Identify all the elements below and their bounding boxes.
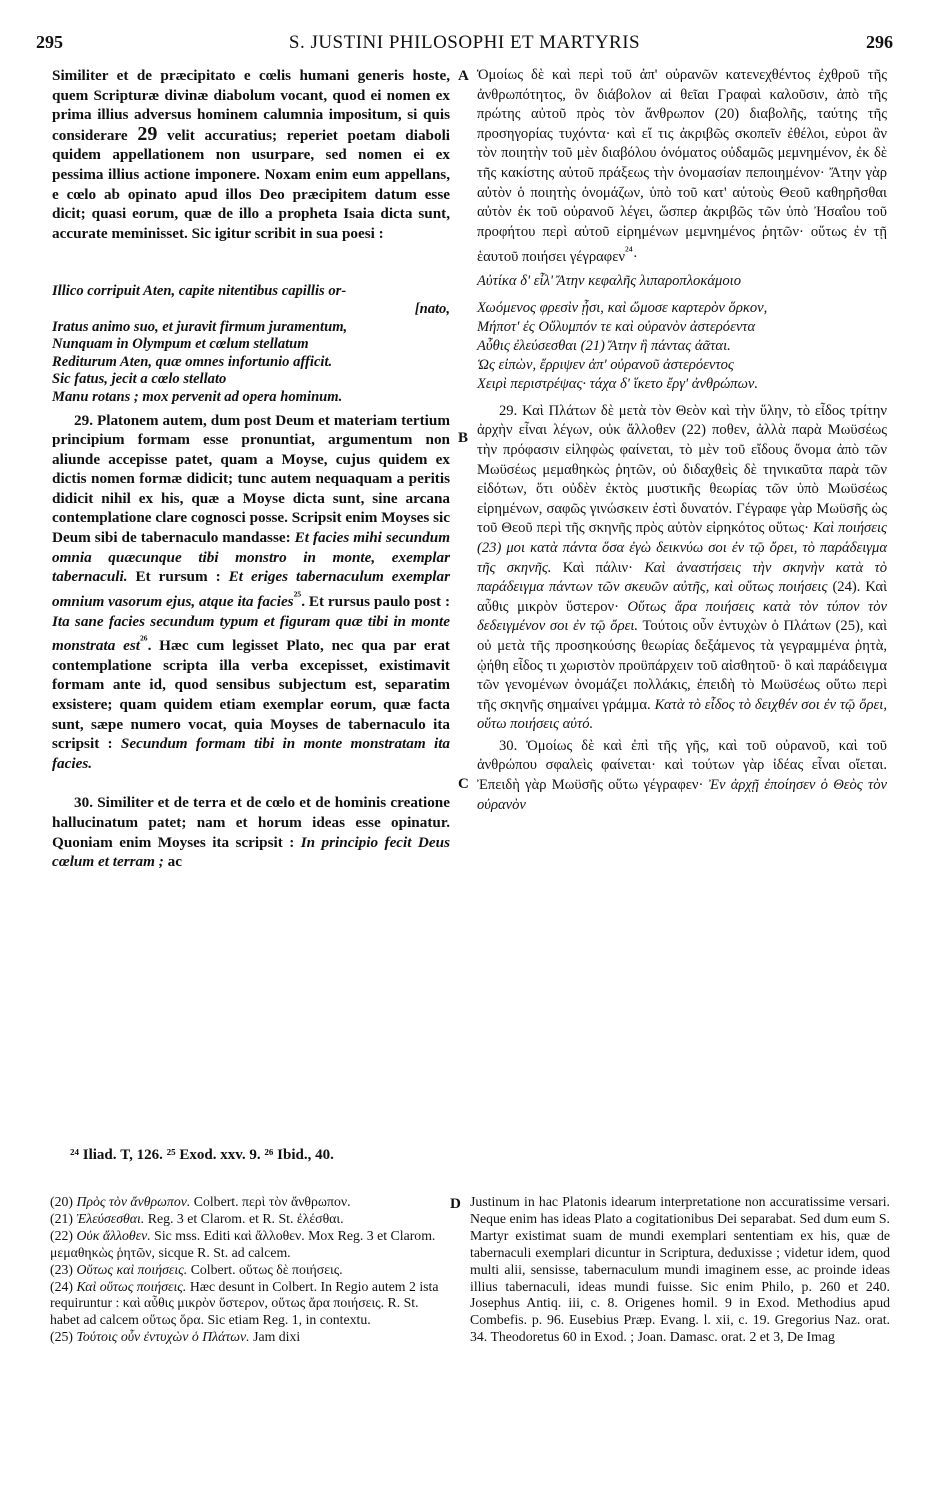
scripture-references: ²⁴ Iliad. Τ, 126. ²⁵ Exod. xxv. 9. ²⁶ Ibid., 40. bbox=[70, 1147, 334, 1163]
margin-letter-d: D bbox=[450, 1196, 461, 1212]
footnote-lemma: Οὐκ ἄλλοθεν. bbox=[76, 1227, 151, 1243]
margin-letter-c: C bbox=[458, 776, 469, 792]
footnote-label: (25) bbox=[50, 1329, 73, 1345]
footnote-text: Hæc desunt in Colbert. In Regio autem 2 ista requiruntur : καὶ αὖθις μικρὸν ὕστερον, οὕτως ἄρα ποιήσεις. R. St. habet ad calcem οὕτως ὅρα. Sic etiam Reg. 1, in contextu. bbox=[50, 1278, 439, 1328]
footnote-lemma: Πρὸς τὸν ἄνθρωπον. bbox=[76, 1194, 191, 1209]
footnote bbox=[50, 1329, 444, 1346]
greek-29-text-b: Καὶ πάλιν· bbox=[562, 559, 633, 576]
verse-line: Manu rotans ; mox pervenit ad opera hominum. bbox=[52, 388, 343, 405]
note-ref: ²⁵ bbox=[293, 588, 302, 603]
footnote bbox=[50, 1228, 444, 1262]
note-ref: ²⁶ bbox=[139, 633, 148, 648]
verse-line: Iratus animo suo, et juravit firmum juramentum, bbox=[52, 318, 348, 335]
greek-29-text-d: Τούτοις οὖν ἐντυχὼν ὁ Πλάτων (25), καὶ οὐ μετὰ τῆς προσηκούσης θεωρίας δεξάμενος τὰ γεγραμμένα ῥητὰ, ᾠήθη εἶδος τι χωριστὸν προϋπάρχειν τοῦ αἰσθητοῦ· ὃ καὶ παράδειγμα τῶν γενομένων ὀνομάζει πολλάκις, ἐπειδὴ τὸ Μωϋσέως οὕτω περὶ τῆς σκηνῆς σημαίνει γράμμα. bbox=[477, 618, 887, 713]
verse-line: [nato, bbox=[414, 300, 450, 317]
footnote-label: (20) bbox=[50, 1194, 73, 1209]
footnote-text: Reg. 3 et Clarom. et R. St. ἐλέσθαι. bbox=[147, 1210, 344, 1226]
greek-intro-end: · bbox=[632, 249, 638, 266]
verse-line: Sic fatus, jecit a cœlo stellato bbox=[52, 371, 227, 388]
verse-line: Αὖθις ἐλεύσεσθαι (21) Ἄτην ἣ πάντας ἀᾶται. bbox=[477, 337, 731, 354]
greek-intro-text: Ὁμοίως δὲ καὶ περὶ τοῦ ἀπ' οὐρανῶν κατενεχθέντος ἐχθροῦ τῆς ἀνθρωπότητος, ὃν διάβολον αἱ θεῖαι Γραφαὶ καλοῦσιν, ἀπὸ τῆς πρώτης αὐτοῦ πρὸς τὸν ἄνθρωπον (20) διαβολῆς, ταύτης τῆς προσηγορίας τυχόντα· καὶ εἴ τις ἀκριβῶς σκοπεῖν ἐθέλοι, εὑροι ἂν τὸν ποιητὴν τοῦ μὲν διαβόλου ὀνόματος οὐδαμῶς μεμνημένον, ἐκ δὲ τῆς κακίστης αὐτοῦ πράξεως τὴν ὀνομασίαν πεποιημένον· Ἄτην γὰρ αὐτὸν ὁ ποιητὴς ὀνομάζων, ὑπὸ τοῦ κατ' αὐτοὺς Θεοῦ καθηρῆσθαι αὐτὸν ἐκ τοῦ οὐρανοῦ λέγει, ὥσπερ ἀκριβῶς τῶν ὑπὸ Ἠσαΐου τοῦ προφήτου περὶ αὐτοῦ εἰρημένων μεμνημένος ῥητῶν· οὕτως ἐν τῇ ἑαυτοῦ ποιήσει γέγραφεν bbox=[477, 67, 887, 266]
latin-30-text: 30. Similiter et de terra et de cœlo et de hominis creatione hallucinatum patet; nam et horum ideas esse opinatur. Quoniam enim Moyses ita scripsit : bbox=[52, 794, 450, 851]
latin-29-text-b: Et rursum : bbox=[135, 568, 221, 586]
latin-29-text: 29. Platonem autem, dum post Deum et materiam tertium principium formam esse pronuntiat, argumentum non aliunde accepisse patet, quam a Moyse, cujus quidem ex dictis nomen formæ didicit; tunc autem nequaquam a peritis didicit nihil ex his, quæ a Moyse dicta sunt, sine arcana contemplatione clare cognosci posse. Scripsit enim Moyses sic Deum sibi de tabernaculo mandasse: bbox=[52, 411, 450, 547]
latin-paragraph-intro bbox=[52, 66, 450, 243]
footnote-lemma: Ἐλεύσεσθαι. bbox=[76, 1210, 145, 1226]
latin-30-end: ac bbox=[167, 853, 182, 871]
latin-29-quote-3: Ita sane facies secundum typum et figuram quæ tibi in monte monstrata est bbox=[52, 612, 450, 655]
latin-29-quote-2: Et eriges tabernaculum exemplar omnium vasorum ejus, atque ita facies bbox=[52, 568, 451, 610]
verse-line: Μήποτ' ἐς Οὔλυμπόν τε καὶ οὐρανὸν ἀστερόεντα bbox=[477, 318, 756, 335]
footnote bbox=[50, 1211, 444, 1228]
verse-line: Ὡς εἰπὼν, ἔρριψεν ἀπ' οὐρανοῦ ἀστερόεντος bbox=[477, 356, 734, 373]
greek-29-quote-3: Οὕτως ἄρα ποιήσεις κατὰ τὸν τύπον τὸν δεδειγμένον σοι ἐν τῷ ὄρει. bbox=[477, 598, 887, 635]
verse-line: Χειρὶ περιστρέψας· τάχα δ' ἵκετο ἔργ' ἀνθρώπων. bbox=[477, 375, 759, 392]
footnote-text: Sic mss. Editi καὶ ἄλλοθεν. Mox Reg. 3 et Clarom. μεμαθηκὼς ῥητῶν, sicque R. St. ad calcem. bbox=[50, 1227, 436, 1260]
margin-letter-a: A bbox=[458, 68, 469, 84]
greek-30-quote: Ἐν ἀρχῇ ἐποίησεν ὁ Θεὸς τὸν οὐρανὸν bbox=[477, 777, 887, 813]
latin-column bbox=[52, 66, 450, 872]
verse-line: Αὐτίκα δ' εἷλ' Ἄτην κεφαλῆς λιπαροπλοκάμοιο bbox=[477, 272, 741, 289]
latin-29-quote-1: Et facies mihi secundum omnia quæcunque tibi monstro in monte, exemplar tabernaculi. bbox=[52, 529, 451, 586]
latin-verse bbox=[52, 283, 450, 406]
footnote bbox=[50, 1194, 444, 1211]
footnote-lemma: Καὶ οὕτως ποιήσεις. bbox=[76, 1278, 187, 1294]
running-title: S. JUSTINI PHILOSOPHI ET MARTYRIS bbox=[288, 32, 641, 53]
footnote-label: (23) bbox=[50, 1261, 73, 1277]
latin-29-quote-4: Secundum formam tibi in monte monstratam ita facies. bbox=[52, 735, 451, 772]
footnote-label: (21) bbox=[50, 1210, 73, 1226]
verse-line: Χωόμενος φρεσὶν ᾗσι, καὶ ὤμοσε καρτερὸν ὅρκον, bbox=[477, 299, 768, 316]
footnotes-left bbox=[50, 1194, 444, 1346]
latin-paragraph-29 bbox=[52, 411, 450, 774]
greek-29-quote-4: Κατὰ τὸ εἶδος τὸ δειχθέν σοι ἐν τῷ ὄρει, οὕτω ποιήσεις αὐτό. bbox=[477, 696, 888, 733]
note-ref: ²⁴ bbox=[624, 244, 633, 259]
latin-paragraph-30 bbox=[52, 793, 450, 871]
greek-paragraph-29 bbox=[477, 402, 887, 735]
greek-30-text: 30. Ὁμοίως δὲ καὶ ἐπὶ τῆς γῆς, καὶ τοῦ οὐρανοῦ, καὶ τοῦ ἀνθρώπου σφαλεὶς φαίνεται· καὶ τούτων γὰρ ἰδέας εἶναι οἴεται. Ἐπειδὴ γὰρ Μωϋσῆς οὕτω γέγραφεν· bbox=[477, 737, 887, 794]
footnote-right bbox=[470, 1194, 890, 1346]
verse-line: Nunquam in Olympum et cœlum stellatum bbox=[52, 336, 309, 353]
footnote-lemma: Τούτοις οὖν ἐντυχὼν ὁ Πλάτων. bbox=[76, 1329, 250, 1345]
footnote-lemma: Οὕτως καὶ ποιήσεις. bbox=[76, 1261, 188, 1277]
greek-29-quote-2: Καὶ ἀναστήσεις τὴν σκηνὴν κατὰ τὸ παράδειγμα πάντων τῶν σκευῶν αὐτῆς, καὶ οὕτως ποιήσεις bbox=[477, 559, 887, 596]
page-number-left: 295 bbox=[36, 32, 63, 52]
latin-29-text-c: . Et rursus paulo post : bbox=[301, 592, 450, 610]
latin-29-text-d: . Hæc cum legisset Plato, nec qua par erat contemplatione scripta illa verba excepisset, existimavit formam ante id, quod sensibus subjectum est, separatim exsistere; quam quidem etiam exemplar eorum, quæ facta sunt, sæpe numero vocat, quia Moyses de tabernaculo ita scripsit : bbox=[52, 637, 450, 753]
verse-line: Illico corripuit Aten, capite nitentibus capillis or- bbox=[52, 283, 347, 300]
footnote-text: Colbert. οὕτως δὲ ποιήσεις. bbox=[190, 1261, 343, 1277]
margin-letter-b: B bbox=[458, 430, 469, 446]
greek-paragraph-30 bbox=[477, 737, 887, 815]
footnote-label: (24) bbox=[50, 1278, 73, 1294]
footnote bbox=[50, 1262, 444, 1279]
latin-intro-text: Similiter et de præcipitato e cœlis humani generis hoste, quem Scripturæ divinæ diabolum vocant, quod ei nomen ex prima illius adversus hominem calumnia impositum, si quis considerare bbox=[52, 67, 450, 144]
verse-line: Rediturum Aten, quæ omnes infortunio afficit. bbox=[52, 353, 333, 370]
greek-verse bbox=[477, 272, 887, 394]
latin-30-quote: In principio fecit Deus cœlum et terram ; bbox=[52, 833, 450, 871]
greek-column bbox=[477, 66, 887, 815]
footnote-text: Colbert. περὶ τὸν ἄνθρωπον. bbox=[193, 1194, 351, 1209]
greek-29-quote-1: Καὶ ποιήσεις (23) μοι κατὰ πάντα ὅσα ἐγὼ δεικνύω σοι ἐν τῷ ὄρει, τὸ παράδειγμα τῆς σκηνῆς. bbox=[477, 520, 887, 576]
footnote-right-text: Justinum in hac Platonis idearum interpretatione non accuratissime versari. Neque enim has ideas Plato a cogitationibus Dei separabat. Sed dum eum S. Martyr existimat suam de mundi exemplari sententiam ex his, quæ de tabernaculi exemplari dicuntur in Scriptura, deduxisse ; videtur idem, quod multi alii, sensisse, tabernaculum mundi imaginem esse, ac proinde ideas illius tabernaculi, ideas mundi fuisse. Sic enim Philo, p. 260 et 240. Josephus Antiq. iii, c. 8. Origenes homil. 9 in Exod. Methodius apud Combefis. p. 96. Eusebius Præp. Evang. l. xii, c. 19. Gregorius Naz. orat. 34. Theodoretus 60 in Exod. ; Joan. Damasc. orat. 2 et 3, De Imag bbox=[470, 1194, 890, 1345]
greek-paragraph-intro bbox=[477, 66, 887, 268]
greek-29-text: 29. Καὶ Πλάτων δὲ μετὰ τὸν Θεὸν καὶ τὴν ὕλην, τὸ εἶδος τρίτην ἀρχὴν εἶναι λέγων, οὐκ ἄλλοθεν (22) ποθεν, ἀλλὰ παρὰ Μωϋσέως τὴν πρόφασιν εἰληφὼς φαίνεται, τὸ μὲν τοῦ εἴδους ὄνομα ἀπὸ τῶν Μωϋσέως μεμαθηκὼς ῥητῶν, οὐ διδαχθεὶς δὲ τηνικαῦτα παρὰ τῶν εἰδότων, ὅτι οὐδὲν ἐκτὸς μυστικῆς θεωρίας τῶν ὑπὸ Μωϋσέως εἰρημένων, σαφῶς γινώσκειν ἐστὶ δυνατόν. Γέγραφε γὰρ Μωϋσῆς ὡς τοῦ Θεοῦ περὶ τῆς σκηνῆς πρὸς αὐτὸν εἰρηκότος οὕτως· bbox=[477, 402, 887, 537]
page-number-right: 296 bbox=[866, 32, 893, 52]
running-header bbox=[36, 32, 893, 58]
section-number-29: 29 bbox=[137, 122, 158, 145]
latin-intro-rest: velit accuratius; reperiet poetam diaboli quidem appellationem non usurpare, sed nomen ei ex pessima illius actione imponere. Noxam enim eum appellans, e cœlo ab opinato apud illos Deo præcipitem datum esse dicit; quasi eorum, quæ de illo a propheta Isaia dicta sunt, accurate meminisset. Sic igitur scribit in sua poesi : bbox=[52, 126, 451, 242]
footnote bbox=[50, 1279, 444, 1330]
footnote-label: (22) bbox=[50, 1227, 73, 1243]
greek-29-text-c: (24). Καὶ αὖθις μικρὸν ὕστερον· bbox=[477, 579, 887, 615]
footnote-text: Jam dixi bbox=[253, 1329, 301, 1345]
